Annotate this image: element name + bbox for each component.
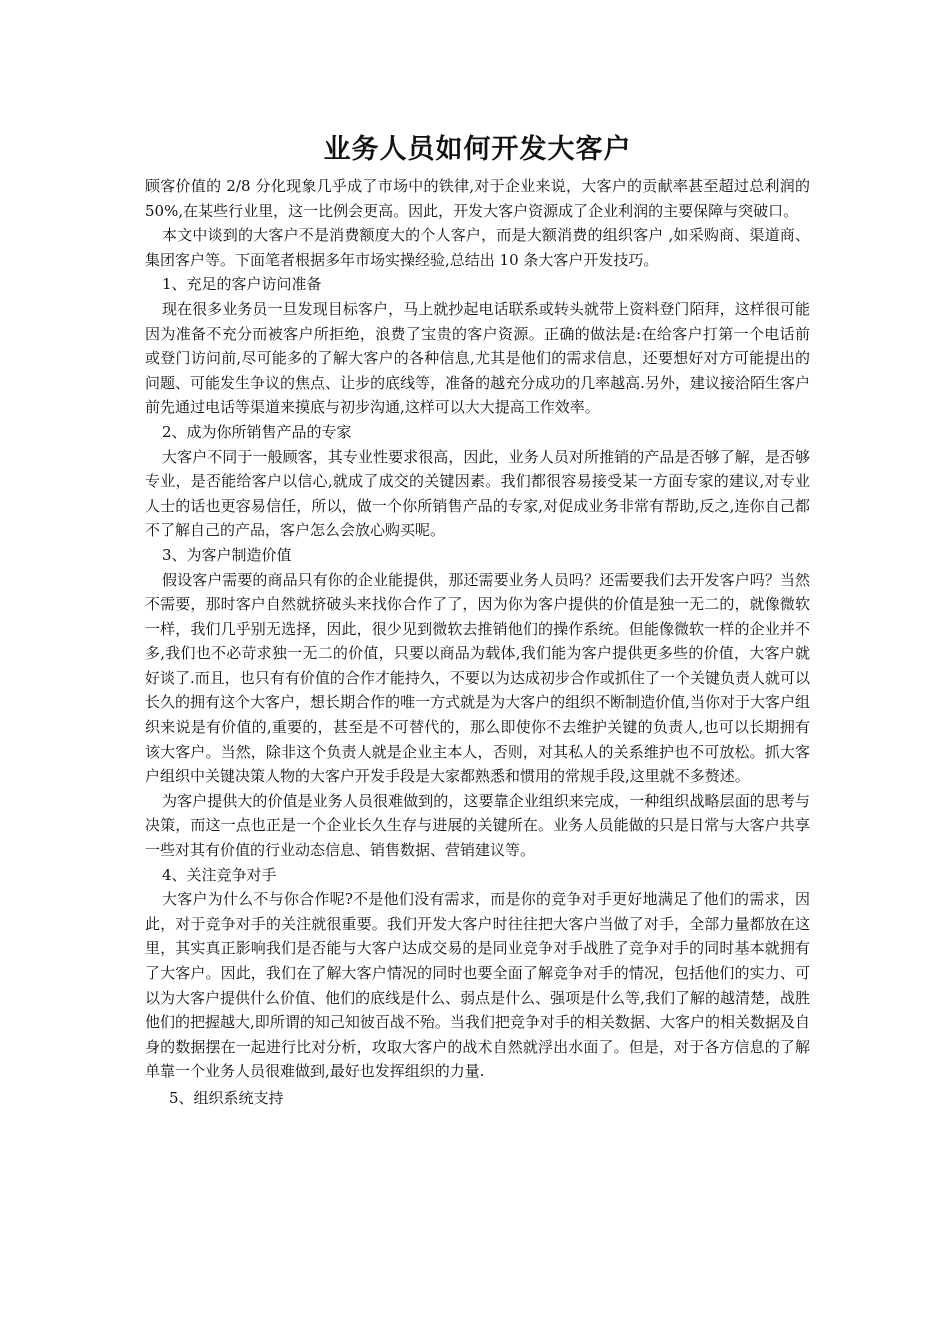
section-heading-3: 3、为客户制造价值 bbox=[162, 545, 292, 564]
intro-paragraph-1: 顾客价值的 2/8 分化现象几乎成了市场中的铁律,对于企业来说，大客户的贡献率甚至超过总利润的 50%,在某些行业里，这一比例会更高。因此，开发大客户资源成了企业利润的主要保障与突破口。 bbox=[145, 177, 810, 220]
section-heading-4: 4、关注竞争对手 bbox=[162, 865, 277, 884]
section-2-paragraph: 大客户不同于一般顾客，其专业性要求很高，因此，业务人员对所推销的产品是否够了解，是否够专业，是否能给客户以信心,就成了成交的关键因素。我们都很容易接受某一方面专家的建议,对专业人士的话也更容易信任，所以，做一个你所销售产品的专家,对促成业务非常有帮助,反之,连你自己都不了解自己的产品，客户怎么会放心购买呢。 bbox=[145, 447, 810, 540]
section-4-paragraph: 大客户为什么不与你合作呢?不是他们没有需求，而是你的竞争对手更好地满足了他们的需求，因此，对于竞争对手的关注就很重要。我们开发大客户时往往把大客户当做了对手，全部力量都放在这里，其实真正影响我们是否能与大客户达成交易的是同业竞争对手战胜了竞争对手的同时基本就拥有了大客户。因此，我们在了解大客户情况的同时也要全面了解竞争对手的情况，包括他们的实力、可以为大客户提供什么价值、他们的底线是什么、弱点是什么、强项是什么等,我们了解的越清楚，战胜他们的把握越大,即所谓的知己知彼百战不殆。当我们把竞争对手的相关数据、大客户的相关数据及自身的数据摆在一起进行比对分析，攻取大客户的战术自然就浮出水面了。但是，对于各方信息的了解单靠一个业务人员很难做到,最好也发挥组织的力量. bbox=[145, 890, 810, 1081]
document-title: 业务人员如何开发大客户 bbox=[323, 134, 632, 165]
section-1-paragraph: 现在很多业务员一旦发现目标客户，马上就抄起电话联系或转头就带上资料登门陌拜，这样很可能因为准备不充分而被客户所拒绝，浪费了宝贵的客户资源。正确的做法是:在给客户打第一个电话前或登门访问前,尽可能多的了解大客户的各种信息,尤其是他们的需求信息，还要想好对方可能提出的问题、可能发生争议的焦点、让步的底线等，准备的越充分成功的几率越高.另外，建议接洽陌生客户前先通过电话等渠道来摸底与初步沟通,这样可以大大提高工作效率。 bbox=[145, 299, 810, 417]
section-heading-5: 5、组织系统支持 bbox=[169, 1088, 284, 1107]
intro-paragraph-2: 本文中谈到的大客户不是消费额度大的个人客户，而是大额消费的组织客户 ,如采购商、渠道商、集团客户等。下面笔者根据多年市场实操经验,总结出 10 条大客户开发技巧。 bbox=[145, 226, 810, 269]
section-heading-2: 2、成为你所销售产品的专家 bbox=[162, 422, 352, 441]
section-heading-1: 1、充足的客户访问准备 bbox=[162, 275, 322, 294]
document-page bbox=[145, 130, 810, 1111]
section-3-paragraph-2: 为客户提供大的价值是业务人员很难做到的，这要靠企业组织来完成，一种组织战略层面的思考与决策，而这一点也正是一个企业长久生存与进展的关键所在。业务人员能做的只是日常与大客户共享一些对其有价值的行业动态信息、销售数据、营销建议等。 bbox=[145, 791, 810, 860]
section-3-paragraph-1: 假设客户需要的商品只有你的企业能提供，那还需要业务人员吗？还需要我们去开发客户吗？当然不需要，那时客户自然就挤破头来找你合作了了，因为你为客户提供的价值是独一无二的，就像微软一样，我们几乎别无选择，因此，很少见到微软去推销他们的操作系统。但能像微软一样的企业并不多,我们也不必苛求独一无二的价值，只要以商品为载体,我们能为客户提供更多些的价值，大客户就好谈了.而且，也只有有价值的合作才能持久，不要以为达成初步合作或抓住了一个关键负责人就可以长久的拥有这个大客户，想长期合作的唯一方式就是为大客户的组织不断制造价值,当你对于大客户组织来说是有价值的,重要的，甚至是不可替代的，那么即使你不去维护关键的负责人,也可以长期拥有该大客户。当然，除非这个负责人就是企业主本人，否则，对其私人的关系维护也不可放松。抓大客户组织中关键决策人物的大客户开发手段是大家都熟悉和惯用的常规手段,这里就不多赘述。 bbox=[145, 570, 810, 786]
